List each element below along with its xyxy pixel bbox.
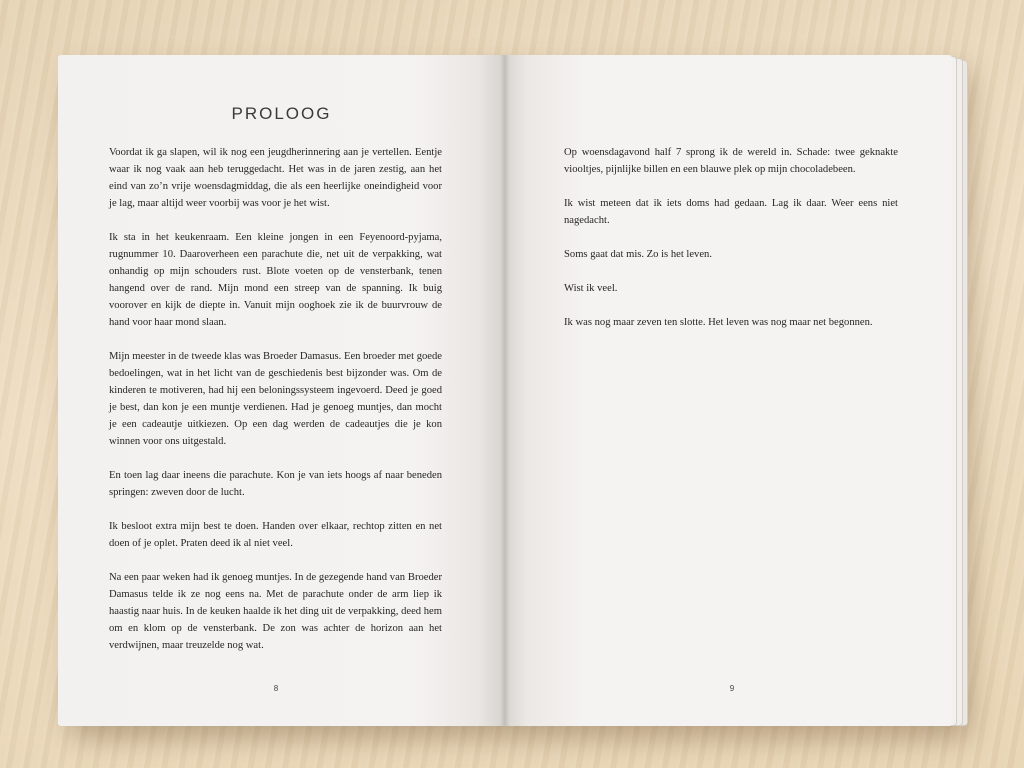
book-spine [500,55,510,726]
page-number-left: 8 [273,684,279,693]
paragraph: Ik sta in het keukenraam. Een kleine jongen in een Feyenoord-pyjama, rugnummer 10. Daaroverheen een parachute die, net uit de verpakking, wat onhandig op mijn schouders rust. Blote voeten op de vensterbank, tenen hangend over de rand. Mijn mond een streep van de spanning. Ik buig voorover en kijk de diepte in. Vanuit mijn ooghoek zie ik de buurvrouw de hand voor haar mond slaan. [109,232,442,328]
paragraph: Op woensdagavond half 7 sprong ik de wereld in. Schade: twee geknakte viooltjes, pijnlijke billen en een blauwe plek op mijn chocoladebeen. [564,147,898,175]
paragraph: Ik was nog maar zeven ten slotte. Het leven was nog maar net begonnen. [564,317,873,328]
paragraph: Mijn meester in de tweede klas was Broeder Damasus. Een broeder met goede bedoelingen, wat in het licht van de geschiedenis best bijzonder was. Om de kinderen te motiveren, had hij een beloningssysteem ingevoerd. Deed je goed je best, dan kon je een muntje verdienen. Had je genoeg muntjes, dan mocht je een cadeautje uitkiezen. Op een dag werden de cadeautjes die je kon winnen voor ons uitgestald. [109,351,442,447]
paragraph: En toen lag daar ineens die parachute. Kon je van iets hoogs af naar beneden springen: zweven door de lucht. [109,470,442,498]
paragraph: Ik besloot extra mijn best te doen. Handen over elkaar, rechtop zitten en net doen of je oplet. Praten deed ik al niet veel. [109,521,442,549]
paragraph: Soms gaat dat mis. Zo is het leven. [564,249,712,260]
paragraph: Ik wist meteen dat ik iets doms had gedaan. Lag ik daar. Weer eens niet nagedacht. [564,198,898,226]
right-page-text [564,144,898,348]
page-number-right: 9 [729,684,735,693]
paragraph: Wist ik veel. [564,283,618,294]
chapter-title: PROLOOG [231,104,332,123]
left-page-text [109,144,442,671]
paragraph: Voordat ik ga slapen, wil ik nog een jeugdherinnering aan je vertellen. Eentje waar ik nog vaak aan heb teruggedacht. Het was in de jaren zestig, aan het eind van zo’n vrije woensdagmiddag, die als een heerlijke oneindigheid voor je lag, maar altijd weer voorbij was voor je het wist. [109,147,442,209]
paragraph: Na een paar weken had ik genoeg muntjes. In de gezegende hand van Broeder Damasus telde ik ze nog eens na. Met de parachute onder de arm liep ik haastig naar huis. In de keuken haalde ik het ding uit de verpakking, deed hem om en klom op de vensterbank. De zon was achter de horizon aan het verdwijnen, maar treuzelde nog wat. [109,572,442,651]
